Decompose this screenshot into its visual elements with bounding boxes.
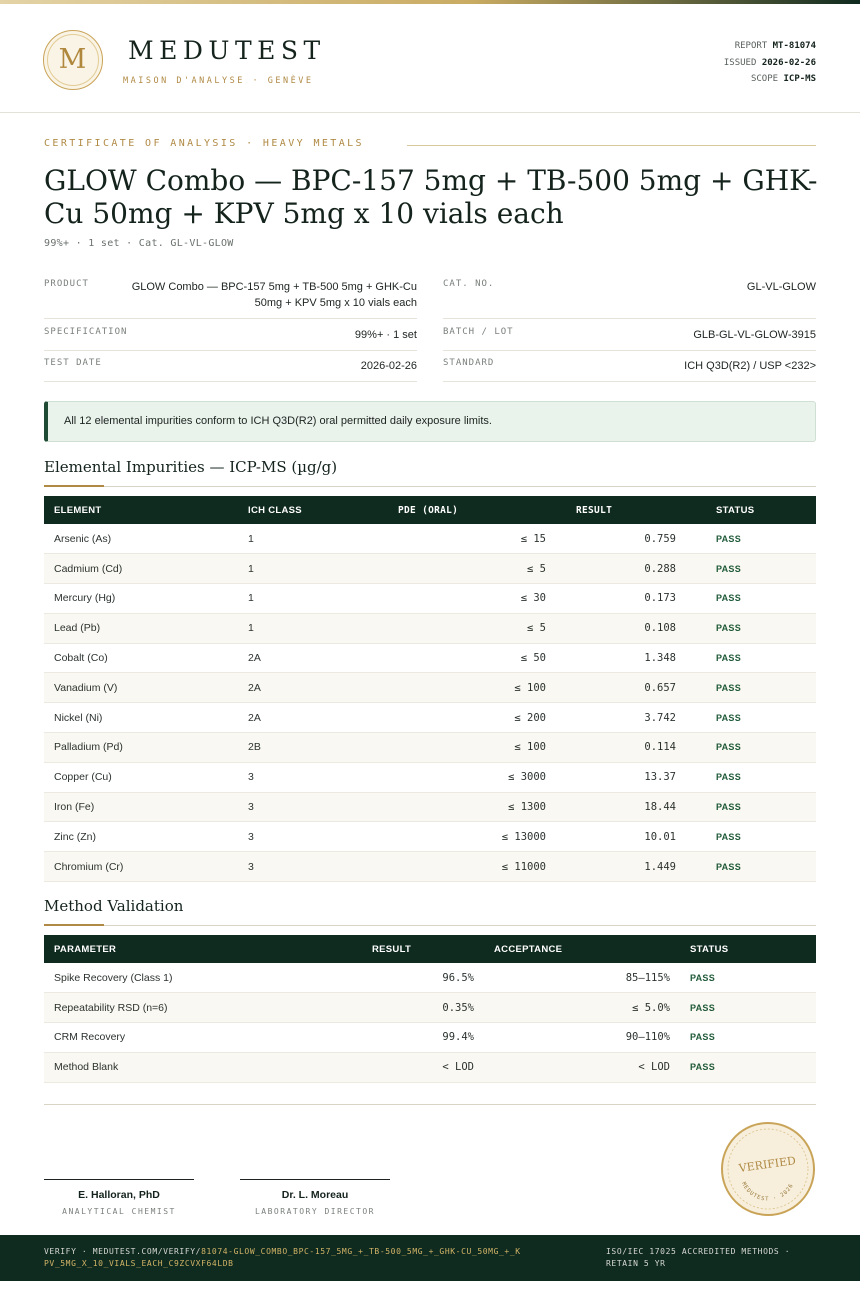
impurity-result: 0.657: [560, 673, 690, 703]
impurity-result: 1.449: [560, 852, 690, 882]
field-catalog-number-label: CAT. NO.: [443, 279, 495, 289]
impurity-pde: ≤ 100: [352, 673, 560, 703]
impurity-row: [44, 613, 816, 643]
impurity-result: 0.108: [560, 613, 690, 643]
impurity-row: [44, 584, 816, 614]
validation-status: PASS: [680, 1023, 816, 1053]
impurity-status: PASS: [690, 792, 816, 822]
field-batch-lot-label: BATCH / LOT: [443, 327, 514, 337]
impurity-row: [44, 524, 816, 554]
field-product-value: GLOW Combo — BPC-157 5mg + TB-500 5mg + GHK-Cu 50mg + KPV 5mg x 10 vials each: [131, 281, 417, 309]
impurity-result: 18.44: [560, 792, 690, 822]
report-header: [0, 4, 860, 113]
impurity-element: Nickel (Ni): [44, 703, 238, 733]
impurity-element: Zinc (Zn): [44, 822, 238, 852]
report-meta: [724, 38, 816, 88]
impurity-ich-class: 2A: [238, 673, 352, 703]
signature-analytical-chemist: [44, 1179, 194, 1216]
field-standard: [443, 350, 816, 382]
validation-result: < LOD: [364, 1052, 484, 1082]
impurity-row: [44, 554, 816, 584]
impurity-element: Lead (Pb): [44, 613, 238, 643]
meta-report: [724, 38, 816, 55]
logo-letter: M: [58, 44, 87, 75]
impurity-pde: ≤ 5: [352, 613, 560, 643]
impurities-table: [44, 496, 816, 882]
impurity-row: [44, 762, 816, 792]
conformance-banner: [44, 401, 816, 442]
signature-name: Dr. L. Moreau: [281, 1189, 349, 1201]
field-standard-value: ICH Q3D(R2) / USP <232>: [684, 360, 816, 372]
field-product-label: PRODUCT: [44, 279, 89, 289]
signature-role: ANALYTICAL CHEMIST: [62, 1207, 176, 1216]
conformance-text: All 12 elemental impurities conform to ICH Q3D(R2) oral permitted daily exposure limits.: [64, 415, 492, 427]
impurity-pde: ≤ 15: [352, 524, 560, 554]
impurity-status: PASS: [690, 554, 816, 584]
impurity-status: PASS: [690, 822, 816, 852]
impurity-status: PASS: [690, 762, 816, 792]
impurity-pde: ≤ 13000: [352, 822, 560, 852]
validation-parameter: CRM Recovery: [44, 1023, 364, 1053]
impurity-element: Palladium (Pd): [44, 733, 238, 763]
col-pde: PDE (ORAL): [352, 496, 560, 524]
field-catalog-number-value: GL-VL-GLOW: [746, 281, 816, 293]
verify-link[interactable]: [44, 1246, 524, 1270]
impurity-ich-class: 1: [238, 524, 352, 554]
meta-issued-label: ISSUED: [723, 57, 757, 68]
validation-acceptance: 85–115%: [484, 963, 680, 993]
impurity-status: PASS: [690, 703, 816, 733]
brand-tagline: MAISON D'ANALYSE · GENÈVE: [123, 76, 314, 86]
seal-sub-text-path: MEDUTEST · 2026: [740, 1181, 796, 1203]
validation-parameter: Method Blank: [44, 1052, 364, 1082]
impurity-element: Chromium (Cr): [44, 852, 238, 882]
impurity-row: [44, 733, 816, 763]
col-val-result: RESULT: [364, 935, 484, 963]
impurity-row: [44, 643, 816, 673]
impurity-pde: ≤ 11000: [352, 852, 560, 882]
impurity-pde: ≤ 1300: [352, 792, 560, 822]
brand-logo: [43, 30, 103, 90]
validation-section-rule: [44, 925, 816, 926]
field-batch-lot-value: GLB-GL-VL-GLOW-3915: [693, 329, 816, 341]
impurity-row: [44, 852, 816, 882]
impurity-status: PASS: [690, 613, 816, 643]
col-ich-class: ICH CLASS: [238, 496, 352, 524]
meta-scope-label: SCOPE: [750, 74, 779, 84]
accreditation-note: ISO/IEC 17025 ACCREDITED METHODS · RETAIN 5 YR: [606, 1247, 791, 1268]
validation-acceptance: < LOD: [484, 1052, 680, 1082]
validation-row: [44, 1052, 816, 1082]
impurity-row: [44, 792, 816, 822]
impurity-result: 13.37: [560, 762, 690, 792]
impurities-header-row: [44, 496, 816, 524]
signature-name: E. Halloran, PhD: [78, 1189, 160, 1201]
impurities-section-title: Elemental Impurities — ICP-MS (µg/g): [44, 458, 338, 476]
impurity-result: 0.173: [560, 584, 690, 614]
product-subtitle: 99%+ · 1 set · Cat. GL-VL-GLOW: [44, 238, 234, 249]
impurity-element: Iron (Fe): [44, 792, 238, 822]
meta-scope-value: ICP-MS: [783, 74, 816, 84]
impurity-element: Copper (Cu): [44, 762, 238, 792]
meta-scope: [724, 71, 816, 88]
product-title: GLOW Combo — BPC-157 5mg + TB-500 5mg + GHK-Cu 50mg + KPV 5mg x 10 vials each: [44, 164, 818, 230]
impurity-ich-class: 1: [238, 554, 352, 584]
impurity-status: PASS: [690, 643, 816, 673]
impurity-element: Mercury (Hg): [44, 584, 238, 614]
impurity-element: Arsenic (As): [44, 524, 238, 554]
verification-footer: [0, 1235, 860, 1281]
validation-acceptance: 90–110%: [484, 1023, 680, 1053]
validation-parameter: Repeatability RSD (n=6): [44, 993, 364, 1023]
meta-report-value: MT-81074: [772, 41, 816, 51]
impurity-ich-class: 3: [238, 762, 352, 792]
col-acceptance: ACCEPTANCE: [484, 935, 680, 963]
verify-prefix: VERIFY · MEDUTEST.COM/VERIFY/: [44, 1247, 202, 1256]
impurity-result: 0.288: [560, 554, 690, 584]
impurity-element: Cadmium (Cd): [44, 554, 238, 584]
impurity-pde: ≤ 5: [352, 554, 560, 584]
col-result: RESULT: [560, 496, 690, 524]
impurity-element: Cobalt (Co): [44, 643, 238, 673]
validation-status: PASS: [680, 993, 816, 1023]
impurity-pde: ≤ 50: [352, 643, 560, 673]
impurity-row: [44, 703, 816, 733]
validation-status: PASS: [680, 963, 816, 993]
validation-header-row: [44, 935, 816, 963]
col-val-status: STATUS: [680, 935, 816, 963]
impurity-result: 0.114: [560, 733, 690, 763]
impurity-row: [44, 822, 816, 852]
signature-role: LABORATORY DIRECTOR: [254, 1207, 375, 1216]
field-test-date: [44, 350, 417, 382]
col-status: STATUS: [690, 496, 816, 524]
validation-result: 96.5%: [364, 963, 484, 993]
impurity-ich-class: 3: [238, 852, 352, 882]
impurity-pde: ≤ 30: [352, 584, 560, 614]
meta-report-label: REPORT: [734, 41, 768, 51]
seal-main-text: VERIFIED: [738, 1154, 797, 1175]
field-standard-label: STANDARD: [443, 358, 495, 368]
col-element: ELEMENT: [44, 496, 238, 524]
meta-issued-value: 2026-02-26: [761, 57, 816, 68]
impurity-ich-class: 2B: [238, 733, 352, 763]
impurity-result: 10.01: [560, 822, 690, 852]
impurity-status: PASS: [690, 584, 816, 614]
field-specification-label: SPECIFICATION: [44, 327, 128, 337]
field-test-date-label: TEST DATE: [44, 358, 102, 368]
impurity-pde: ≤ 200: [352, 703, 560, 733]
eyebrow-divider: [407, 145, 816, 146]
field-product: [44, 271, 417, 319]
validation-table: [44, 935, 816, 1083]
validation-result: 99.4%: [364, 1023, 484, 1053]
signature-laboratory-director: [240, 1179, 390, 1216]
verified-seal: [720, 1121, 816, 1217]
col-parameter: PARAMETER: [44, 935, 364, 963]
impurity-pde: ≤ 3000: [352, 762, 560, 792]
validation-row: [44, 1023, 816, 1053]
impurity-result: 0.759: [560, 524, 690, 554]
verify-code[interactable]: 81074-GLOW_COMBO_BPC-157_5MG_+_TB-500_5MG_+_GHK-CU_50MG_+_KPV_5MG_X_10_VIALS_EACH_C9ZCVXF64LDB: [44, 1247, 521, 1268]
impurity-ich-class: 3: [238, 822, 352, 852]
impurity-pde: ≤ 100: [352, 733, 560, 763]
validation-section-title: Method Validation: [44, 897, 184, 915]
impurity-row: [44, 673, 816, 703]
validation-row: [44, 993, 816, 1023]
impurity-status: PASS: [690, 852, 816, 882]
field-batch-lot: [443, 319, 816, 351]
field-specification: [44, 319, 417, 351]
document-eyebrow: CERTIFICATE OF ANALYSIS · HEAVY METALS: [44, 138, 364, 149]
impurity-result: 3.742: [560, 703, 690, 733]
field-test-date-value: 2026-02-26: [360, 360, 417, 372]
impurities-section-rule: [44, 486, 816, 487]
validation-parameter: Spike Recovery (Class 1): [44, 963, 364, 993]
impurity-ich-class: 1: [238, 584, 352, 614]
meta-issued: [724, 55, 816, 72]
impurity-element: Vanadium (V): [44, 673, 238, 703]
impurity-ich-class: 3: [238, 792, 352, 822]
impurity-status: PASS: [690, 733, 816, 763]
field-catalog-number: [443, 271, 816, 319]
validation-result: 0.35%: [364, 993, 484, 1023]
impurity-ich-class: 2A: [238, 643, 352, 673]
impurity-status: PASS: [690, 524, 816, 554]
signature-divider: [44, 1104, 816, 1105]
impurity-ich-class: 2A: [238, 703, 352, 733]
validation-row: [44, 963, 816, 993]
impurity-ich-class: 1: [238, 613, 352, 643]
field-specification-value: 99%+ · 1 set: [354, 329, 417, 341]
validation-status: PASS: [680, 1052, 816, 1082]
brand-name: MEDUTEST: [128, 36, 326, 65]
impurity-status: PASS: [690, 673, 816, 703]
validation-acceptance: ≤ 5.0%: [484, 993, 680, 1023]
impurity-result: 1.348: [560, 643, 690, 673]
